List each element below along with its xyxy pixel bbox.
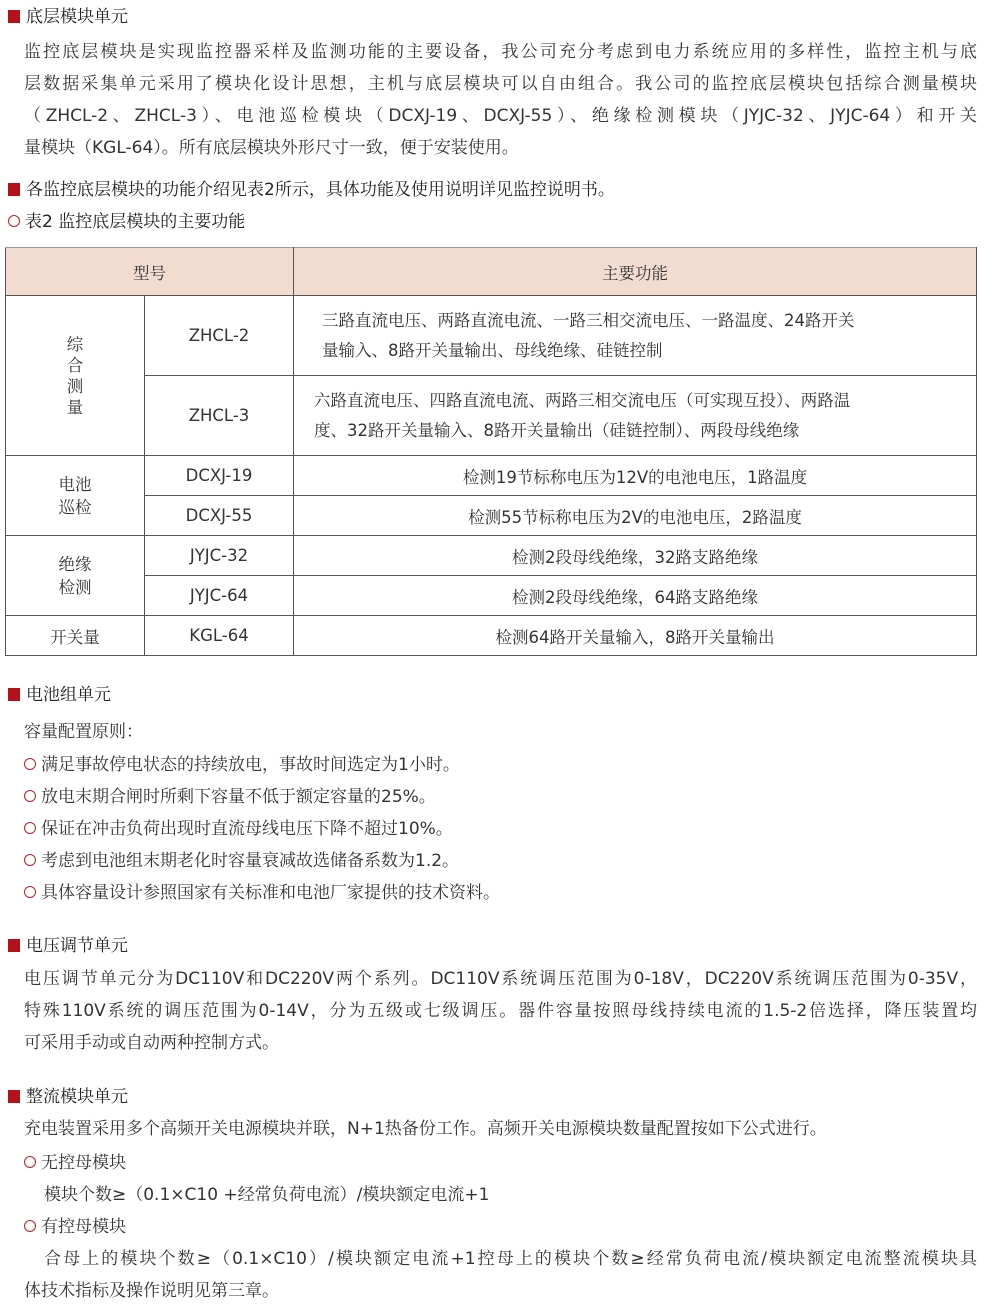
paragraph-line: 监控底层模块是实现监控器采样及监测功能的主要设备，我公司充分考虑到电力系统应用的多样性，监控主机与底 — [24, 42, 977, 62]
item-text: 具体容量设计参照国家有关标准和电池厂家提供的技术资料。 — [41, 883, 500, 903]
square-bullet-icon — [8, 688, 20, 701]
group-name: 电池巡检 — [58, 474, 92, 517]
circle-bullet-icon — [24, 790, 36, 802]
function-cell: 检测2段母线绝缘，32路支路绝缘 — [294, 536, 977, 576]
function-line: 量输入、8路开关量输出、母线绝缘、硅链控制 — [322, 340, 663, 360]
group-cell — [6, 456, 145, 536]
paragraph-line: 充电装置采用多个高频开关电源模块并联，N+1热备份工作。高频开关电源模块数量配置按如下公式进行。 — [24, 1119, 827, 1139]
square-bullet-icon — [8, 1090, 20, 1103]
function-cell: 检测55节标称电压为2V的电池电压，2路温度 — [294, 496, 977, 536]
group-cell: 开关量 — [6, 616, 145, 656]
square-bullet-icon — [8, 939, 20, 952]
paragraph-line: 层数据采集单元采用了模块化设计思想，主机与底层模块可以自由组合。我公司的监控底层模块包括综合测量模块 — [24, 74, 977, 94]
section-heading — [8, 930, 128, 962]
table-caption — [8, 206, 245, 238]
function-cell: 检测19节标称电压为12V的电池电压，1路温度 — [294, 456, 977, 496]
list-item — [24, 781, 436, 813]
list-item — [24, 1147, 126, 1179]
section-heading — [8, 174, 615, 206]
function-line: 三路直流电压、两路直流电流、一路三相交流电压、一路温度、24路开关 — [322, 310, 855, 330]
item-text: 保证在冲击负荷出现时直流母线电压下降不超过10%。 — [41, 819, 453, 839]
circle-bullet-icon — [24, 854, 36, 866]
heading-text: 底层模块单元 — [26, 7, 128, 27]
circle-bullet-icon — [24, 1156, 36, 1168]
section-heading — [8, 1081, 128, 1113]
heading-text: 各监控底层模块的功能介绍见表2所示，具体功能及使用说明详见监控说明书。 — [26, 180, 615, 200]
module-function-table — [5, 247, 977, 656]
circle-bullet-icon — [24, 1220, 36, 1232]
paragraph-line: 电压调节单元分为DC110V和DC220V两个系列。DC110V系统调压范围为0-18V，DC220V系统调压范围为0-35V， — [24, 969, 977, 989]
table-row — [6, 616, 977, 656]
function-line: 六路直流电压、四路直流电流、两路三相交流电压（可实现互投）、两路温 — [314, 390, 851, 410]
heading-text: 电池组单元 — [26, 685, 111, 705]
item-text: 满足事故停电状态的持续放电，事故时间选定为1小时。 — [41, 755, 460, 775]
table-row — [6, 496, 977, 536]
section-heading — [8, 679, 111, 711]
heading-text: 电压调节单元 — [26, 936, 128, 956]
group-cell — [6, 536, 145, 616]
list-item — [24, 1211, 126, 1243]
caption-text: 表2 监控底层模块的主要功能 — [25, 212, 246, 232]
circle-bullet-icon — [8, 215, 20, 227]
paragraph-line: 容量配置原则： — [24, 722, 143, 742]
paragraph-line: 可采用手动或自动两种控制方式。 — [24, 1033, 279, 1053]
model-cell: ZHCL-3 — [145, 376, 294, 456]
model-cell: KGL-64 — [145, 616, 294, 656]
model-cell: JYJC-32 — [145, 536, 294, 576]
list-item — [24, 845, 459, 877]
table-row — [6, 536, 977, 576]
model-cell: DCXJ-55 — [145, 496, 294, 536]
function-cell — [294, 376, 977, 456]
table-row — [6, 376, 977, 456]
group-name: 绝缘检测 — [58, 554, 92, 597]
model-cell: DCXJ-19 — [145, 456, 294, 496]
circle-bullet-icon — [24, 758, 36, 770]
item-text: 考虑到电池组末期老化时容量衰减故选储备系数为1.2。 — [41, 851, 460, 871]
function-line: 度、32路开关量输入、8路开关量输出（硅链控制）、两段母线绝缘 — [314, 420, 800, 440]
heading-text: 整流模块单元 — [26, 1087, 128, 1107]
circle-bullet-icon — [24, 822, 36, 834]
model-cell: ZHCL-2 — [145, 296, 294, 376]
model-cell: JYJC-64 — [145, 576, 294, 616]
function-cell: 检测64路开关量输入，8路开关量输出 — [294, 616, 977, 656]
paragraph-line: 量模块（KGL-64）。所有底层模块外形尺寸一致，便于安装使用。 — [24, 138, 519, 158]
circle-bullet-icon — [24, 886, 36, 898]
square-bullet-icon — [8, 10, 20, 23]
group-name: 综合测量 — [66, 334, 84, 417]
paragraph-line: 特殊110V系统的调压范围为0-14V，分为五级或七级调压。器件容量按照母线持续电流的1.5-2倍选择，降压装置均 — [24, 1001, 977, 1021]
formula-line: 合母上的模块个数≥（0.1×C10）/模块额定电流+1控母上的模块个数≥经常负荷电流/模块额定电流整流模块具 — [44, 1249, 977, 1269]
table-row — [6, 576, 977, 616]
function-cell: 检测2段母线绝缘，64路支路绝缘 — [294, 576, 977, 616]
formula-line: 模块个数≥（0.1×C10 +经常负荷电流）/模块额定电流+1 — [44, 1185, 490, 1205]
section-heading — [8, 1, 128, 33]
header-function: 主要功能 — [294, 248, 977, 296]
list-item — [24, 877, 500, 909]
table-header-row — [6, 248, 977, 296]
table-row — [6, 296, 977, 376]
square-bullet-icon — [8, 183, 20, 196]
paragraph-line: 体技术指标及操作说明见第三章。 — [24, 1281, 279, 1301]
group-cell — [6, 296, 145, 456]
item-text: 有控母模块 — [41, 1217, 126, 1237]
item-text: 无控母模块 — [41, 1153, 126, 1173]
header-model: 型号 — [6, 248, 294, 296]
function-cell — [294, 296, 977, 376]
list-item — [24, 813, 453, 845]
item-text: 放电末期合闸时所剩下容量不低于额定容量的25%。 — [41, 787, 436, 807]
paragraph-line: （ZHCL-2、ZHCL-3）、电池巡检模块（DCXJ-19、DCXJ-55）、绝缘检测模块（JYJC-32、JYJC-64）和开关 — [24, 106, 977, 126]
table-row — [6, 456, 977, 496]
list-item — [24, 749, 460, 781]
